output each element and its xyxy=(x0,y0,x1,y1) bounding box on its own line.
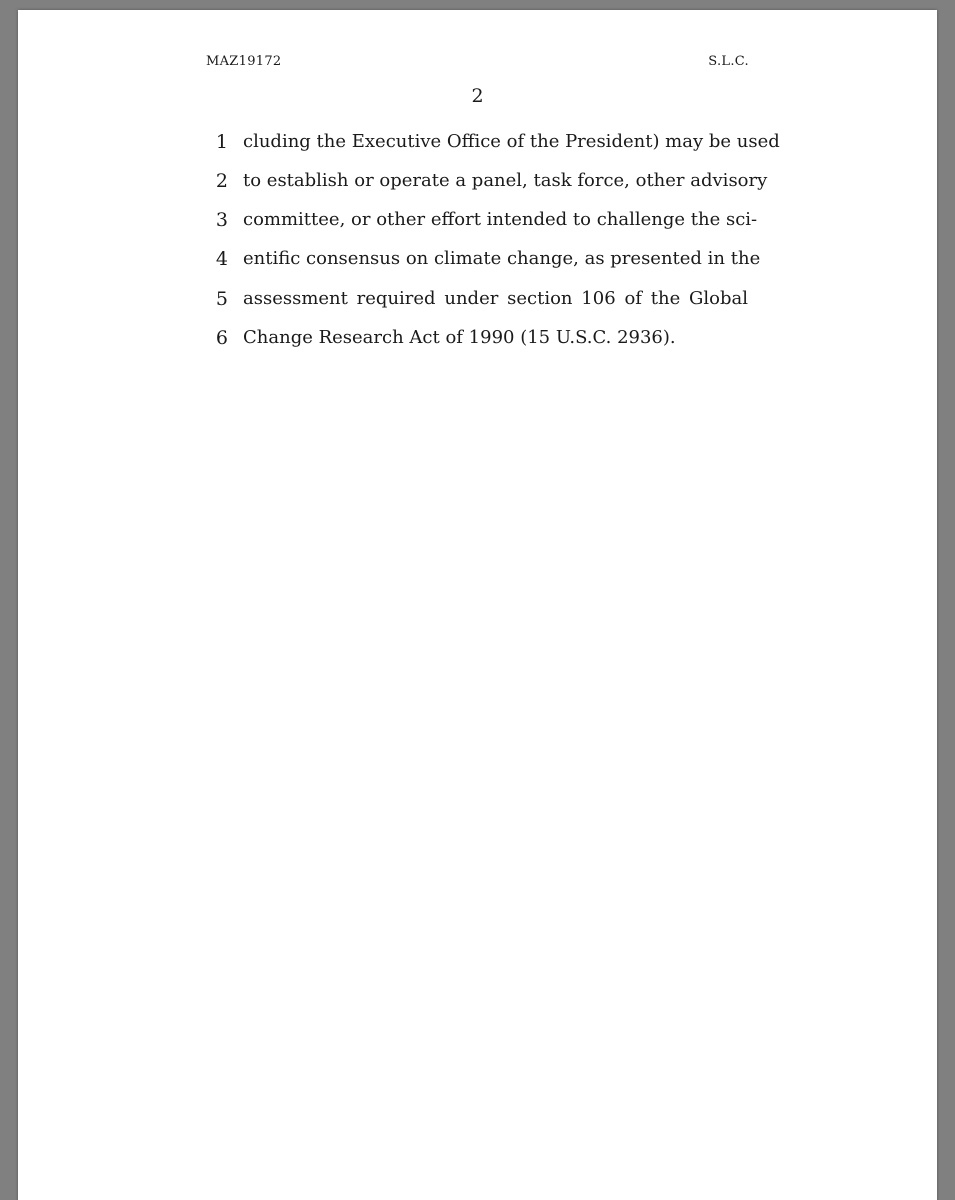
document-id: MAZ19172 xyxy=(206,54,282,69)
text-line xyxy=(208,326,748,350)
text-line xyxy=(208,130,780,154)
text-line xyxy=(208,247,761,271)
line-text: to establish or operate a panel, task force, other advisory xyxy=(243,170,768,191)
text-line xyxy=(208,208,758,232)
line-number: 1 xyxy=(215,131,228,153)
line-text: cluding the Executive Office of the President) may be used xyxy=(243,131,780,152)
text-line xyxy=(208,287,748,311)
line-number: 3 xyxy=(215,209,228,231)
line-number: 6 xyxy=(215,327,228,349)
line-text: entific consensus on climate change, as presented in the xyxy=(243,248,761,269)
text-line xyxy=(208,169,768,193)
line-number: 4 xyxy=(215,248,228,270)
line-text: Change Research Act of 1990 (15 U.S.C. 2936). xyxy=(243,327,676,348)
line-number: 5 xyxy=(215,288,228,310)
page-number: 2 xyxy=(471,85,484,107)
document-code: S.L.C. xyxy=(708,54,749,69)
line-text: committee, or other effort intended to challenge the sci- xyxy=(243,209,758,230)
line-number: 2 xyxy=(215,170,228,192)
line-text: assessment required under section 106 of the Global xyxy=(243,288,748,309)
document-page xyxy=(18,10,937,1200)
